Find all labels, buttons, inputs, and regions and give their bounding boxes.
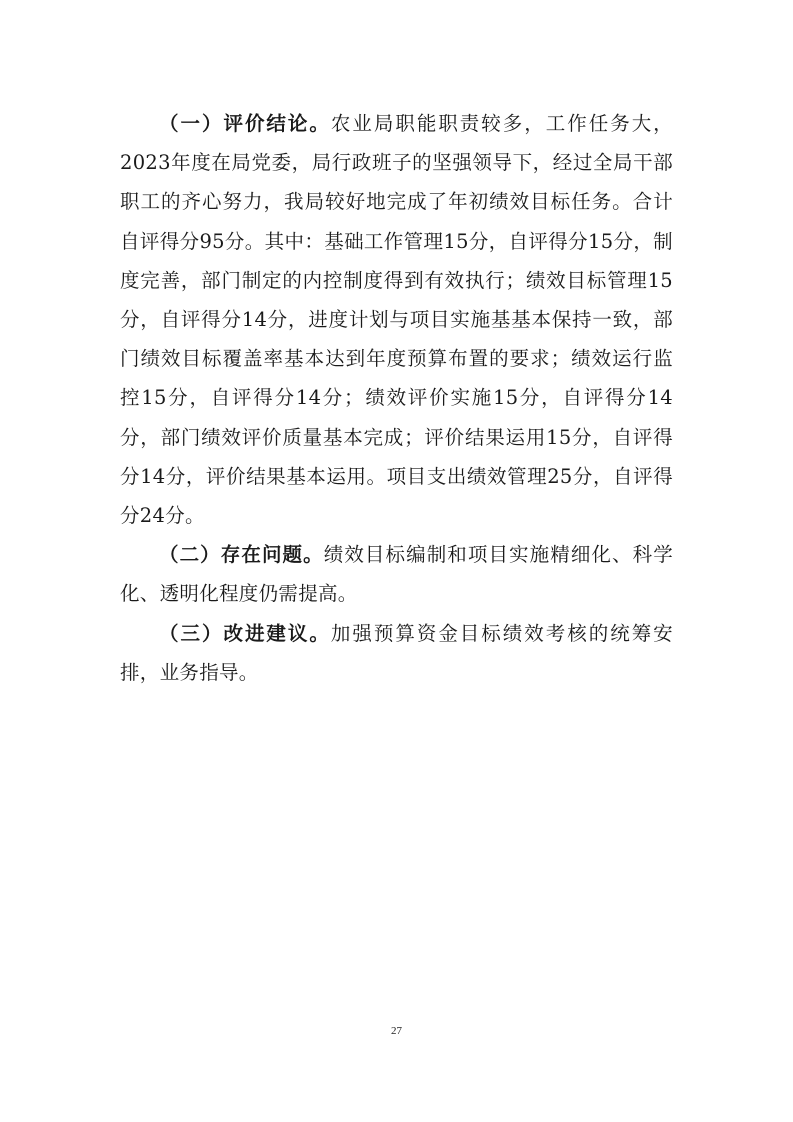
section-improvement-suggestions [120, 614, 673, 692]
section-existing-problems [120, 535, 673, 613]
document-body [120, 104, 673, 692]
section-heading: （一）评价结论。 [159, 112, 331, 135]
section-text: 加强预算资金目标绩效考核的统筹安排，业务指导。 [120, 621, 673, 684]
section-text: 农业局职能职责较多，工作任务大，2023年度在局党委，局行政班子的坚强领导下，经过全局干部职工的齐心努力，我局较好地完成了年初绩效目标任务。合计自评得分95分。其中：基础工作管理15分，自评得分15分，制度完善，部门制定的内控制度得到有效执行；绩效目标管理15分，自评得分14分，进度计划与项目实施基基本保持一致，部门绩效目标覆盖率基本达到年度预算布置的要求；绩效运行监控15分，自评得分14分；绩效评价实施15分，自评得分14分，部门绩效评价质量基本完成；评价结果运用15分，自评得分14分，评价结果基本运用。项目支出绩效管理25分，自评得分24分。 [120, 112, 673, 528]
section-heading: （二）存在问题。 [159, 543, 324, 567]
section-heading: （三）改进建议。 [159, 621, 331, 645]
section-text: 绩效目标编制和项目实施精细化、科学化、透明化程度仍需提高。 [120, 543, 673, 606]
section-evaluation-conclusion [120, 104, 673, 535]
page-number: 27 [391, 1025, 402, 1037]
